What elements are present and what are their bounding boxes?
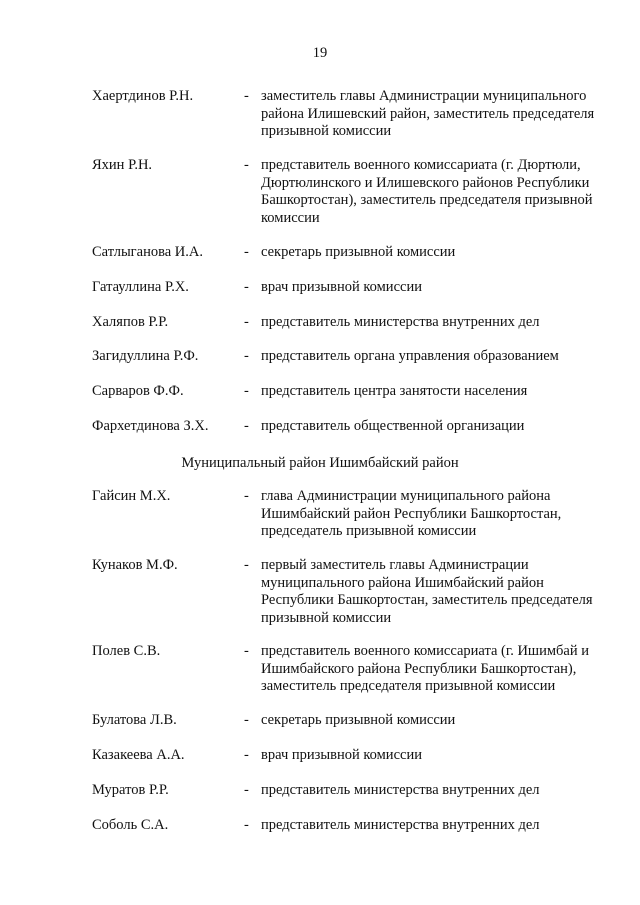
- dash-separator: -: [244, 244, 249, 260]
- member-name: Булатова Л.В.: [92, 712, 177, 728]
- member-name: Гайсин М.Х.: [92, 488, 171, 504]
- dash-separator: -: [244, 488, 249, 504]
- dash-separator: -: [244, 557, 249, 573]
- member-name: Хаертдинов Р.Н.: [92, 88, 194, 104]
- dash-separator: -: [244, 348, 249, 364]
- member-name: Полев С.В.: [92, 643, 161, 659]
- member-name: Яхин Р.Н.: [92, 157, 153, 173]
- dash-separator: -: [244, 314, 249, 330]
- member-role: глава Администрации муниципального района Ишимбайский район Республики Башкортостан, председатель призывной комиссии: [261, 488, 562, 539]
- dash-separator: -: [244, 279, 249, 295]
- member-name: Гатауллина Р.Х.: [92, 279, 189, 295]
- dash-separator: -: [244, 782, 249, 798]
- member-role: представитель органа управления образованием: [261, 348, 559, 364]
- member-role: представитель министерства внутренних дел: [261, 817, 540, 833]
- dash-separator: -: [244, 88, 249, 104]
- member-name: Сатлыганова И.А.: [92, 244, 203, 260]
- member-role: врач призывной комиссии: [261, 747, 422, 763]
- dash-separator: -: [244, 747, 249, 763]
- member-role: представитель министерства внутренних дел: [261, 314, 540, 330]
- dash-separator: -: [244, 418, 249, 434]
- member-role: секретарь призывной комиссии: [261, 712, 456, 728]
- member-name: Фархетдинова З.Х.: [92, 418, 209, 434]
- member-role: заместитель главы Администрации муниципального района Илишевский район, заместитель председателя призывной комиссии: [261, 88, 595, 139]
- member-role: представитель военного комиссариата (г. Дюртюли, Дюртюлинского и Илишевского районов Республики Башкортостан), заместитель председателя призывной комиссии: [261, 157, 593, 226]
- section-heading: Муниципальный район Ишимбайский район: [181, 455, 459, 471]
- member-role: представитель центра занятости населения: [261, 383, 528, 399]
- dash-separator: -: [244, 817, 249, 833]
- member-name: Казакеева А.А.: [92, 747, 185, 763]
- member-name: Кунаков М.Ф.: [92, 557, 178, 573]
- member-name: Загидуллина Р.Ф.: [92, 348, 199, 364]
- member-role: представитель министерства внутренних дел: [261, 782, 540, 798]
- dash-separator: -: [244, 383, 249, 399]
- dash-separator: -: [244, 643, 249, 659]
- dash-separator: -: [244, 157, 249, 173]
- member-name: Муратов Р.Р.: [92, 782, 169, 798]
- member-role: представитель общественной организации: [261, 418, 525, 434]
- member-role: секретарь призывной комиссии: [261, 244, 456, 260]
- member-role: первый заместитель главы Администрации муниципального района Ишимбайский район Республики Башкортостан, заместитель председателя призывной комиссии: [261, 557, 593, 626]
- member-name: Соболь С.А.: [92, 817, 169, 833]
- member-role: представитель военного комиссариата (г. Ишимбай и Ишимбайского района Республики Башкортостан), заместитель председателя призывной комиссии: [261, 643, 589, 694]
- member-name: Сарваров Ф.Ф.: [92, 383, 184, 399]
- dash-separator: -: [244, 712, 249, 728]
- member-name: Халяпов Р.Р.: [92, 314, 169, 330]
- member-role: врач призывной комиссии: [261, 279, 422, 295]
- page-number: 19: [312, 45, 328, 61]
